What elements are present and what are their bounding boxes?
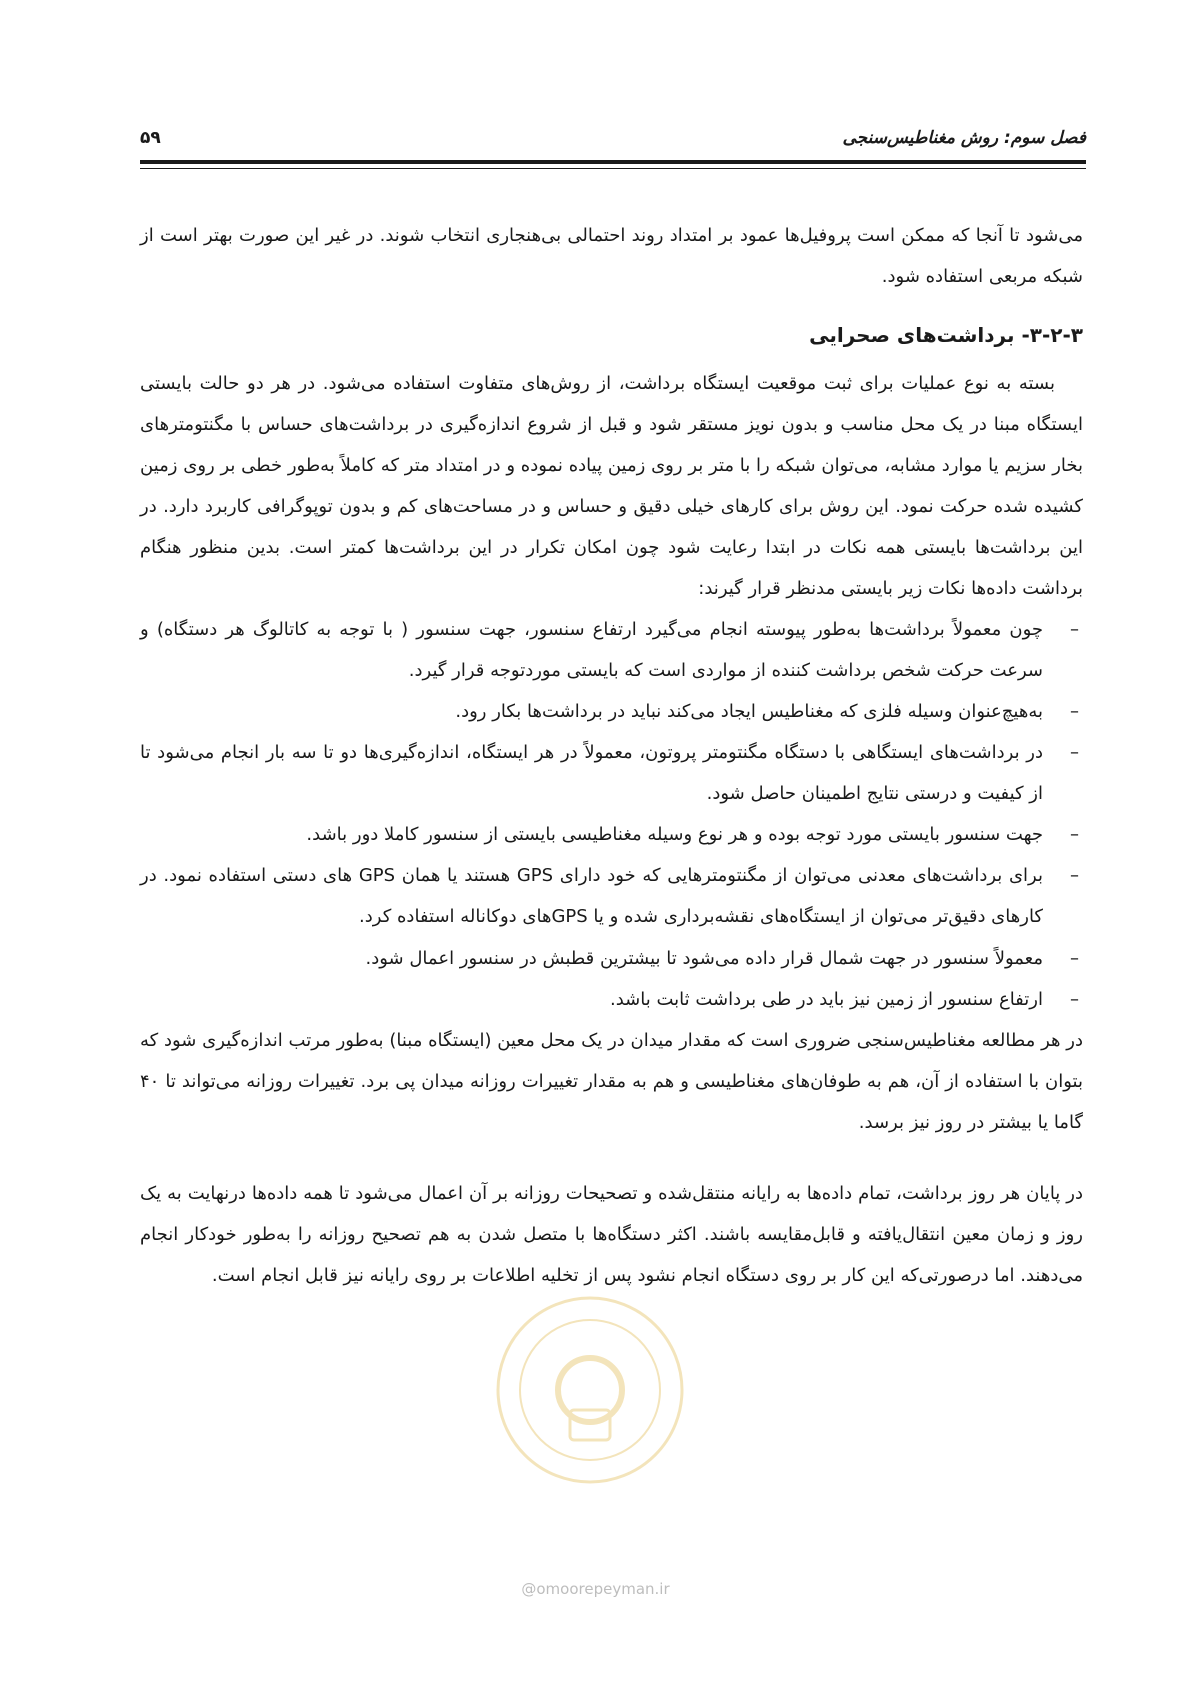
paragraph-spacer xyxy=(140,1143,1083,1173)
list-item-text: معمولاً سنسور در جهت شمال قرار داده می‌شود تا بیشترین قطبش در سنسور اعمال شود. xyxy=(365,947,1043,969)
bullet-dash: – xyxy=(1070,865,1079,887)
list-item-text: به‌هیچ‌عنوان وسیله فلزی که مغناطیس ایجاد می‌کند نباید در برداشت‌ها بکار رود. xyxy=(455,701,1043,723)
section-paragraph: بسته به نوع عملیات برای ثبت موقعیت ایستگاه برداشت، از روش‌های متفاوت استفاده می‌شود. در هر دو حالت بایستی ایستگاه مبنا در یک محل مناسب و بدون نویز مستقر شود و قبل از شروع اندازه‌گیری در برداشت‌های حساس با مگنتومترهای بخار سزیم یا موارد مشابه، می‌توان شبکه را با متر بر روی زمین پیاده نموده و در امتداد متر که کاملاً به‌طور خطی بر روی زمین کشیده شده حرکت نمود. این روش برای کارهای خیلی دقیق و حساس و در مساحت‌های کم و بدون توپوگرافی کاربرد دارد. در این برداشت‌ها بایستی همه نکات در ابتدا رعایت شود چون امکان تکرار در این برداشت‌ها کمتر است. بدین منظور هنگام برداشت داده‌ها نکات زیر بایستی مدنظر قرار گیرند: xyxy=(140,373,1083,600)
list-item xyxy=(140,938,1083,979)
header-rule-thin xyxy=(140,168,1086,169)
list-item xyxy=(140,609,1083,691)
bullet-dash: – xyxy=(1070,988,1079,1010)
bullet-dash: – xyxy=(1070,619,1079,641)
intro-paragraph: می‌شود تا آنجا که ممکن است پروفیل‌ها عمود بر امتداد روند احتمالی بی‌هنجاری انتخاب شوند. در غیر این صورت بهتر است از شبکه مربعی استفاده شود. xyxy=(140,225,1083,288)
list-item-text: برای برداشت‌های معدنی می‌توان از مگنتومترهایی که خود دارای GPS هستند یا همان GPS های دستی استفاده نمود. در کارهای دقیق‌تر می‌توان از ایستگاه‌های نقشه‌برداری شده و یا GPSهای دوکاناله استفاده کرد. xyxy=(140,865,1044,928)
list-item-text: جهت سنسور بایستی مورد توجه بوده و هر نوع وسیله مغناطیسی بایستی از سنسور کاملا دور باشد. xyxy=(306,824,1043,846)
list-item xyxy=(140,814,1083,855)
page-number: ۵۹ xyxy=(140,128,161,148)
chapter-title: فصل سوم: روش مغناطیس‌سنجی xyxy=(842,128,1086,148)
watermark-text: @omoorepeyman.ir xyxy=(521,1580,670,1598)
list-item-text: چون معمولاً برداشت‌ها به‌طور پیوسته انجام می‌گیرد ارتفاع سنسور، جهت سنسور ( با توجه به کاتالوگ هر دستگاه) و سرعت حرکت شخص برداشت کننده از مواردی است که بایستی موردتوجه قرار گیرد. xyxy=(140,619,1043,682)
final-paragraph: در پایان هر روز برداشت، تمام داده‌ها به رایانه منتقل‌شده و تصحیحات روزانه بر آن اعمال می‌شود تا همه داده‌ها درنهایت به یک روز و زمان معین انتقال‌یافته و قابل‌مقایسه باشند. اکثر دستگاه‌ها با متصل شدن به هم تصحیح روزانه را به‌طور خودکار انجام می‌دهند. اما درصورتی‌که این کار بر روی دستگاه انجام نشود پس از تخلیه اطلاعات بر روی رایانه نیز قابل انجام است. xyxy=(140,1182,1083,1286)
requirements-list xyxy=(140,609,1083,1019)
daily-variation-paragraph: در هر مطالعه مغناطیس‌سنجی ضروری است که مقدار میدان در یک محل معین (ایستگاه مبنا) به‌طور مرتب اندازه‌گیری شود که بتوان با استفاده از آن، هم به طوفان‌های مغناطیسی و هم به مقدار تغییرات روزانه میدان پی برد. تغییرات روزانه می‌تواند تا ۴۰ گاما یا بیشتر در روز نیز برسد. xyxy=(140,1029,1083,1133)
list-item-text: ارتفاع سنسور از زمین نیز باید در طی برداشت ثابت باشد. xyxy=(610,988,1043,1010)
list-item-text: در برداشت‌های ایستگاهی با دستگاه مگنتومتر پروتون، معمولاً در هر ایستگاه، اندازه‌گیری‌ها دو تا سه بار انجام می‌شود تا از کیفیت و درستی نتایج اطمینان حاصل شود. xyxy=(140,742,1043,805)
watermark-seal-icon xyxy=(490,1290,690,1490)
running-header xyxy=(140,128,1086,154)
list-item xyxy=(140,732,1083,814)
bullet-dash: – xyxy=(1070,824,1079,846)
page-body xyxy=(140,215,1083,1296)
header-rule-thick xyxy=(140,160,1086,164)
bullet-dash: – xyxy=(1070,947,1079,969)
list-item xyxy=(140,979,1083,1020)
bullet-dash: – xyxy=(1070,742,1079,764)
bullet-dash: – xyxy=(1070,701,1079,723)
section-heading: ۳-۲-۳- برداشت‌های صحرایی xyxy=(809,323,1083,348)
list-item xyxy=(140,855,1083,937)
list-item xyxy=(140,691,1083,732)
